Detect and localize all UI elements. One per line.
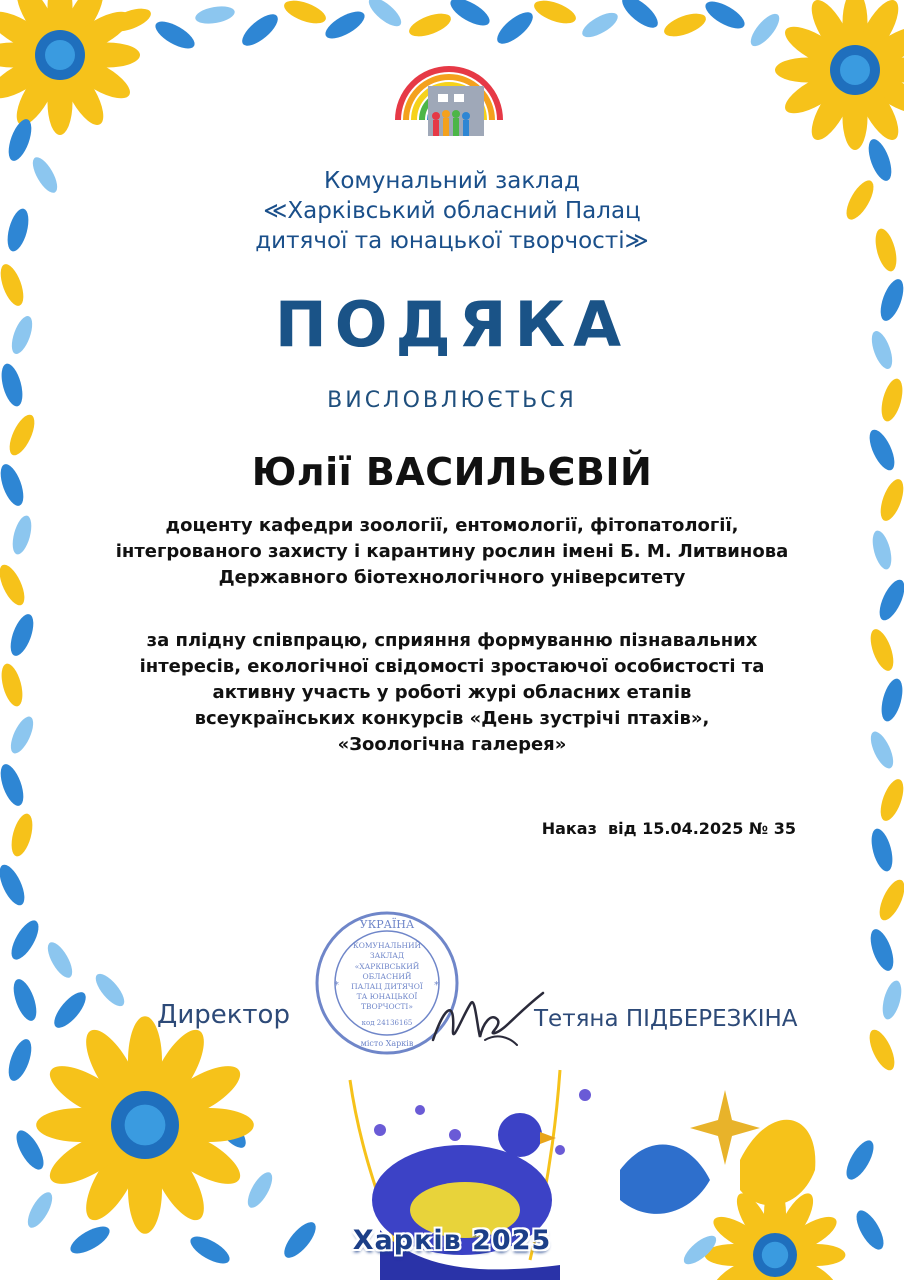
- certificate-title: ПОДЯКА: [274, 288, 630, 361]
- gratitude-reason: [0, 628, 904, 758]
- organization-name: [0, 166, 904, 256]
- position-line-2: інтегрованого захисту і карантину рослин імені Б. М. Литвинова: [115, 541, 789, 562]
- position-line-3: Державного біотехнологічного університету: [218, 567, 686, 588]
- stamp-outer-text: УКРАЇНА: [359, 918, 415, 931]
- city-year-footer: Харків 2025: [352, 1225, 552, 1256]
- stamp-line-4: ОБЛАСНИЙ: [362, 972, 412, 981]
- org-line-2: ≪Харківський обласний Палац: [263, 198, 641, 224]
- stamp-code: код 24136165: [361, 1019, 413, 1027]
- reason-line-4: всеукраїнських конкурсів «День зустрічі птахів»,: [194, 708, 710, 729]
- order-reference: Наказ від 15.04.2025 № 35: [541, 819, 796, 838]
- svg-text:*: *: [334, 980, 339, 991]
- stamp-line-1: КОМУНАЛЬНИЙ: [352, 941, 422, 950]
- director-role: Директор: [157, 1000, 290, 1030]
- director-first-name: Тетяна: [534, 1006, 619, 1032]
- palace-logo: [388, 50, 510, 162]
- stamp-line-2: ЗАКЛАД: [369, 951, 405, 960]
- svg-text:*: *: [434, 980, 439, 991]
- certificate-subtitle: ВИСЛОВЛЮЄТЬСЯ: [327, 388, 577, 413]
- reason-line-3: активну участь у роботі журі обласних етапів: [212, 682, 692, 703]
- stamp-line-7: ТВОРЧОСТІ»: [361, 1002, 413, 1011]
- recipient-name: Юлії ВАСИЛЬЄВІЙ: [251, 450, 653, 494]
- org-line-1: Комунальний заклад: [324, 168, 580, 194]
- org-line-3: дитячої та юнацької творчості≫: [255, 228, 649, 254]
- stamp-line-3: «ХАРКІВСЬКИЙ: [354, 962, 420, 971]
- director-signature: [425, 985, 545, 1055]
- reason-line-2: інтересів, екологічної свідомості зростаючої особистості та: [139, 656, 765, 677]
- stamp-line-5: ПАЛАЦ ДИТЯЧОЇ: [351, 982, 423, 991]
- stamp-line-6: ТА ЮНАЦЬКОЇ: [356, 992, 418, 1001]
- stamp-city: місто Харків: [360, 1039, 414, 1048]
- reason-line-1: за плідну співпрацю, сприяння формуванню пізнавальних: [146, 630, 758, 651]
- position-line-1: доценту кафедри зоології, ентомології, фітопатології,: [165, 515, 739, 536]
- director-last-name: ПІДБЕРЕЗКІНА: [625, 1006, 798, 1032]
- recipient-position: [0, 513, 904, 591]
- director-name: [534, 1006, 798, 1032]
- reason-line-5: «Зоологічна галерея»: [337, 734, 567, 755]
